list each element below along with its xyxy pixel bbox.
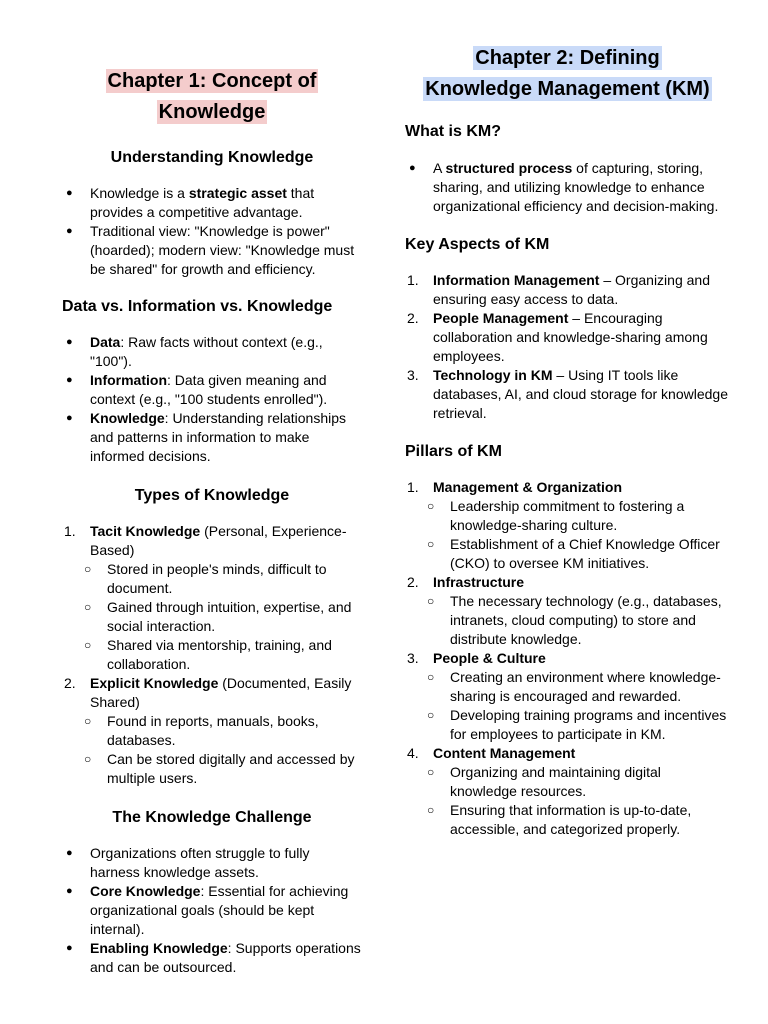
list-item: ● Traditional view: "Knowledge is power" (hoarded); modern view: "Knowledge must be shared" for growth and efficiency. (62, 222, 362, 279)
list-item: 1. Tacit Knowledge (Personal, Experience-Based) ○ Stored in people's minds, difficult to document. ○ Gained through intuition, expertise, and social interaction. ○ Shared via mentorship, training, and collaboration. (62, 522, 362, 674)
sub-list-item: ○ Developing training programs and incentives for employees to participate in KM. (405, 706, 730, 744)
list-item: 4. Content Management ○ Organizing and maintaining digital knowledge resources. ○ Ensuring that information is up-to-date, accessible, and categorized properly. (405, 744, 730, 839)
knowledge-challenge-heading: The Knowledge Challenge (112, 809, 312, 826)
key-aspects-list (405, 271, 730, 423)
dik-heading: Data vs. Information vs. Knowledge (62, 298, 333, 315)
sub-list-item: ○ Can be stored digitally and accessed by multiple users. (62, 750, 362, 788)
sub-list-item: ○ Stored in people's minds, difficult to document. (62, 560, 362, 598)
sub-list (62, 712, 362, 788)
sub-list (62, 560, 362, 674)
list-item: ● Knowledge: Understanding relationships and patterns in information to make informed decisions. (62, 409, 362, 466)
chapter-1-title: Chapter 1: Concept of Knowledge (107, 70, 317, 123)
chapter-2-column (405, 0, 730, 839)
sub-list-item: ○ Creating an environment where knowledge-sharing is encouraged and rewarded. (405, 668, 730, 706)
list-item: 2. Explicit Knowledge (Documented, Easily Shared) ○ Found in reports, manuals, books, databases. ○ Can be stored digitally and accessed by multiple users. (62, 674, 362, 788)
chapter-2-title: Chapter 2: Defining Knowledge Management (KM) (425, 47, 710, 100)
knowledge-challenge-list (62, 844, 362, 977)
list-item: ● Information: Data given meaning and context (e.g., "100 students enrolled"). (62, 371, 362, 409)
dik-list (62, 333, 362, 466)
what-is-km-heading: What is KM? (405, 123, 501, 140)
understanding-knowledge-list (62, 184, 362, 279)
types-of-knowledge-heading: Types of Knowledge (134, 487, 290, 504)
types-of-knowledge-list (62, 522, 362, 788)
pillars-list (405, 478, 730, 839)
sub-list-item: ○ Establishment of a Chief Knowledge Officer (CKO) to oversee KM initiatives. (405, 535, 730, 573)
list-item: ● A structured process of capturing, storing, sharing, and utilizing knowledge to enhance organizational efficiency and decision-making. (405, 159, 730, 216)
list-item: ● Data: Raw facts without context (e.g., "100"). (62, 333, 362, 371)
what-is-km-list (405, 159, 730, 216)
sub-list-item: ○ Shared via mentorship, training, and collaboration. (62, 636, 362, 674)
sub-list (405, 592, 730, 649)
sub-list (405, 668, 730, 744)
understanding-knowledge-heading: Understanding Knowledge (110, 149, 314, 166)
sub-list-item: ○ Gained through intuition, expertise, and social interaction. (62, 598, 362, 636)
list-item: ● Enabling Knowledge: Supports operations and can be outsourced. (62, 939, 362, 977)
sub-list-item: ○ Leadership commitment to fostering a knowledge-sharing culture. (405, 497, 730, 535)
list-item: ● Organizations often struggle to fully harness knowledge assets. (62, 844, 362, 882)
sub-list-item: ○ Ensuring that information is up-to-date, accessible, and categorized properly. (405, 801, 730, 839)
sub-list-item: ○ Organizing and maintaining digital knowledge resources. (405, 763, 730, 801)
list-item: 2. People Management – Encouraging collaboration and knowledge-sharing among employees. (407, 310, 708, 364)
list-item: ● Core Knowledge: Essential for achieving organizational goals (should be kept internal). (62, 882, 362, 939)
key-aspects-heading: Key Aspects of KM (405, 236, 550, 253)
sub-list (405, 763, 730, 839)
list-item: 1. Management & Organization ○ Leadership commitment to fostering a knowledge-sharing culture. ○ Establishment of a Chief Knowledge Officer (CKO) to oversee KM initiatives. (405, 478, 730, 573)
list-item: 3. Technology in KM – Using IT tools like databases, AI, and cloud storage for knowledge retrieval. (407, 367, 728, 421)
sub-list-item: ○ Found in reports, manuals, books, databases. (62, 712, 362, 750)
chapter-1-column (62, 0, 362, 977)
list-item: 2. Infrastructure ○ The necessary technology (e.g., databases, intranets, cloud computing) to store and distribute knowledge. (405, 573, 730, 649)
sub-list (405, 497, 730, 573)
list-item: ● Knowledge is a strategic asset that provides a competitive advantage. (62, 184, 362, 222)
sub-list-item: ○ The necessary technology (e.g., databases, intranets, cloud computing) to store and distribute knowledge. (405, 592, 730, 649)
list-item: 1. Information Management – Organizing and ensuring easy access to data. (407, 272, 710, 307)
list-item: 3. People & Culture ○ Creating an environment where knowledge-sharing is encouraged and rewarded. ○ Developing training programs and incentives for employees to participate in KM. (405, 649, 730, 744)
pillars-heading: Pillars of KM (405, 443, 502, 460)
